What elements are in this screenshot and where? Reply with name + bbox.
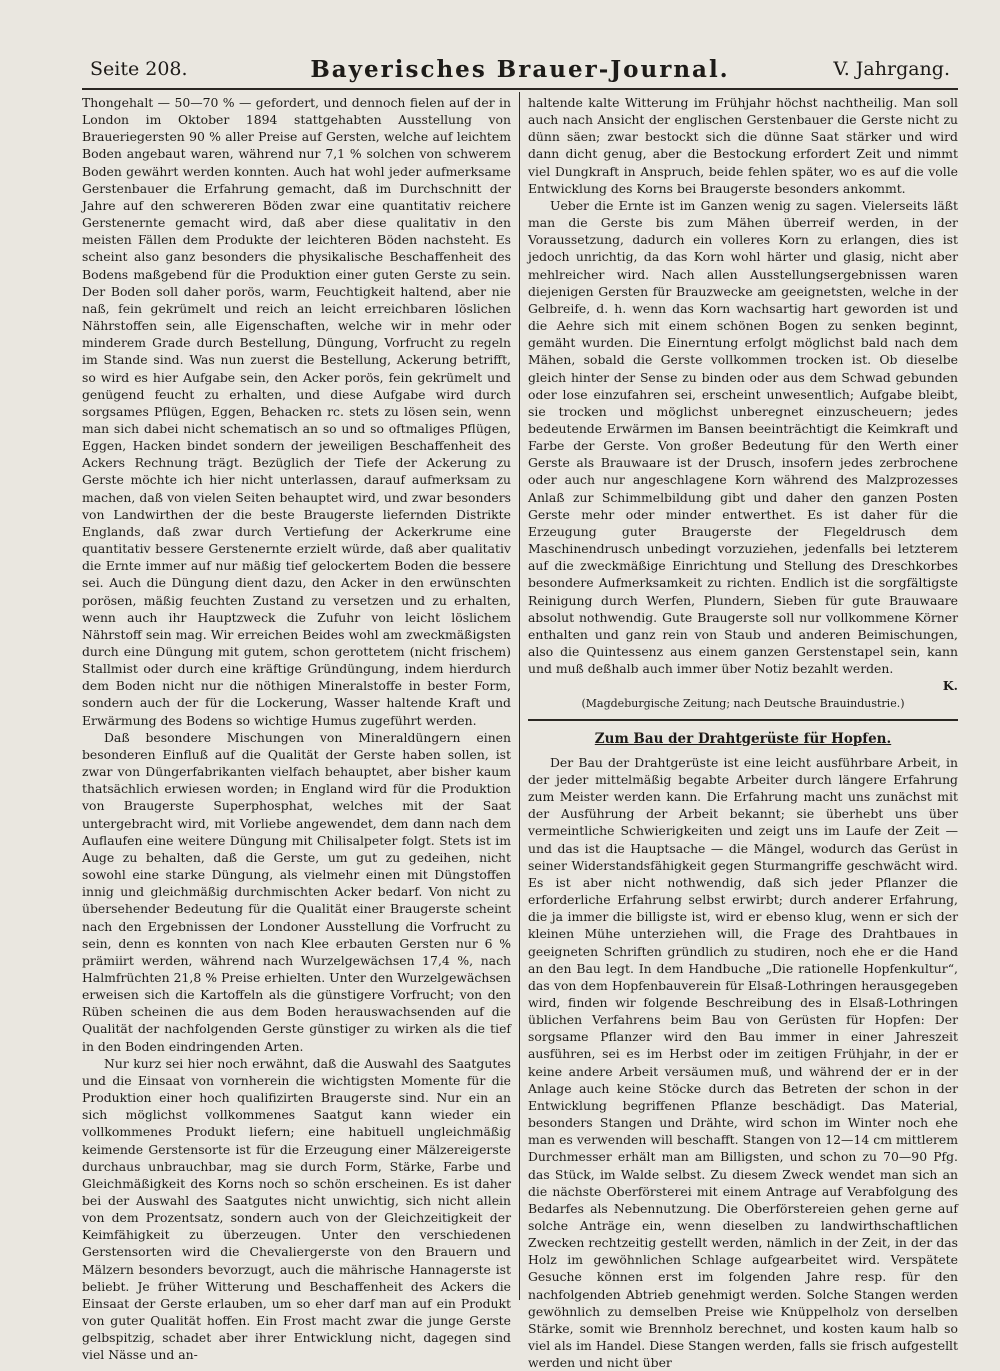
right-column — [528, 94, 958, 1371]
left-column — [82, 94, 511, 1364]
paragraph: haltende kalte Witterung im Frühjahr höchst nachtheilig. Man soll auch nach Ansicht der englischen Gerstenbauer die Gerste nicht zu dünn säen; zwar bestockt sich die dünne Saat stärker und wird dann dicht genug, aber die Bestockung erfordert Zeit und nimmt viel Dungkraft in Anspruch, beide fehlen später, wo es auf die volle Entwicklung des Korns bei Braugerste besonders ankommt. — [528, 95, 958, 196]
column-divider — [519, 92, 520, 1300]
page-header — [82, 56, 958, 86]
author-signature: K. — [942, 678, 958, 694]
paragraph: Thongehalt — 50—70 % — gefordert, und dennoch fielen auf der in London im Oktober 1894 stattgehabten Ausstellung von Braueriegersten 90 % aller Preise auf Gersten, welche auf leichtem Boden angebaut waren, während nur 7,1 % solchen von schwerem Boden gewährt werden konnten. Auch hat wohl jeder aufmerksame Gerstenbauer die Erfahrung gemacht, daß im Durchschnitt der Jahre auf den schwereren Böden zwar eine quantitativ reichere Gerstenernte gemacht wird, daß aber diese qualitativ in den meisten Fällen dem Produkte der leichteren Böden nachsteht. Es scheint also ganz besonders die physikalische Beschaffenheit des Bodens maßgebend für die Produktion einer guten Gerste zu sein. Der Boden soll daher porös, warm, Feuchtigkeit haltend, aber nie naß, fein gekrümelt und reich an leicht erreichbaren löslichen Nährstoffen sein, alle Eigenschaften, welche wir in mehr oder minderem Grade durch Bestellung, Düngung, Vorfrucht zu regeln im Stande sind. Was nun zuerst die Bestellung, Ackerung betrifft, so wird es hier Aufgabe sein, den Acker porös, fein gekrümelt und genügend feucht zu erhalten, und diese Aufgabe wird durch sorgsames Pflügen, Eggen, Behacken rc. stets zu lösen sein, wenn man sich dabei nicht schematisch an so und so oftmaliges Pflügen, Eggen, Hacken bindet sondern der jeweiligen Beschaffenheit des Ackers Rechnung trägt. Bezüglich der Tiefe der Ackerung zu Gerste möchte ich hier nicht unterlassen, darauf aufmerksam zu machen, daß von vielen Seiten behauptet wird, und zwar besonders von Landwirthen der die beste Braugerste liefernden Distrikte Englands, daß zwar durch Vertiefung der Ackerkrume eine quantitativ bessere Gerstenernte erzielt würde, daß aber qualitativ die Ernte immer auf nur mäßig tief gelockertem Boden die bessere sei. Auch die Düngung dient dazu, den Acker in den erwünschten porösen, mäßig feuchten Zustand zu versetzen und zu erhalten, wenn auch ihr Hauptzweck die Zufuhr von leicht löslichem Nährstoff sein mag. Wir erreichen Beides wohl am zweckmäßigsten durch eine Düngung mit gutem, schon gerottetem (nicht frischem) Stallmist oder durch eine kräftige Gründüngung, indem hierdurch dem Boden nicht nur die nöthigen Mineralstoffe in bester Form, sondern auch der für die Lockerung, Wasser haltende Kraft und Erwärmung des Bodens so wichtige Humus zugeführt werden. — [82, 95, 511, 728]
source-citation: (Magdeburgische Zeitung; nach Deutsche Brauindustrie.) — [581, 697, 905, 711]
paragraph: Nur kurz sei hier noch erwähnt, daß die Auswahl des Saatgutes und die Einsaat von vornherein die wichtigsten Momente für die Produktion einer hoch qualifizirten Braugerste sind. Nur ein an sich möglichst vollkommenes Saatgut kann wieder ein vollkommenes Produkt liefern; eine habituell ungleichmäßig keimende Gerstensorte ist für die Erzeugung einer Mälzereigerste durchaus unbrauchbar, mag sie durch Form, Stärke, Farbe und Gleichmäßigkeit des Korns noch so schön erscheinen. Es ist daher bei der Auswahl des Saatgutes nicht unwichtig, sich nicht allein von dem Prozentsatz, sondern auch von der Gleichzeitigkeit der Keimfähigkeit zu überzeugen. Unter den verschiedenen Gerstensorten wird die Chevaliergerste von den Brauern und Mälzern besonders bevorzugt, auch die mährische Hannagerste ist beliebt. Je früher Witterung und Beschaffenheit des Ackers die Einsaat der Gerste erlauben, um so eher darf man auf ein Produkt von guter Qualität hoffen. Ein Frost macht zwar die junge Gerste gelbspitzig, schadet aber ihrer Entwicklung nicht, dagegen sind viel Nässe und an- — [82, 1055, 511, 1363]
paragraph: Der Bau der Drahtgerüste ist eine leicht ausführbare Arbeit, in der jeder mittelmäßig begabte Arbeiter durch längere Erfahrung zum Meister werden kann. Die Erfahrung macht uns zunächst mit der Ausführung der Arbeit bekannt; sie überhebt uns über vermeintliche Schwierigkeiten und zeigt uns im Laufe der Zeit — und das ist die Hauptsache — die Mängel, wodurch das Gerüst in seiner Widerstandsfähigkeit gegen Sturmangriffe geschwächt wird. Es ist aber nicht nothwendig, daß sich jeder Pflanzer die erforderliche Erfahrung selbst erwirbt; durch anderer Erfahrung, die ja immer die billigste ist, wird er ebenso klug, wenn er sich der kleinen Mühe unterziehen will, die Frage des Drahtbaues in geeigneten Schriften gründlich zu studiren, noch ehe er die Hand an den Bau legt. In dem Handbuche „Die rationelle Hopfenkultur“, das von dem Hopfenbauverein für Elsaß-Lothringen herausgegeben wird, finden wir folgende Beschreibung des in Elsaß-Lothringen üblichen Verfahrens beim Bau von Gerüsten für Hopfen: Der sorgsame Pflanzer wird den Bau immer in einer Jahreszeit ausführen, sei es im Herbst oder im zeitigen Frühjahr, in der er keine andere Arbeit versäumen muß, und während der er in der Anlage auch keine Stöcke durch das Betreten der schon in der Entwicklung begriffenen Pflanze beschädigt. Das Material, besonders Stangen und Drähte, wird schon im Winter noch ehe man es verwenden will beschafft. Stangen von 12—14 cm mittlerem Durchmesser erhält man am Billigsten, und schon zu 70—90 Pfg. das Stück, im Walde selbst. Zu diesem Zweck wendet man sich an die nächste Oberförsterei mit einem Antrage auf Verabfolgung des Bedarfes als Nebennutzung. Die Oberförstereien gehen gerne auf solche Anträge ein, wenn dieselben zu landwirthschaftlichen Zwecken rechtzeitig gestellt werden, nämlich in der Zeit, in der das Holz im gewöhnlichen Schlage aufgearbeitet wird. Verspätete Gesuche können erst im folgenden Jahre resp. für den nachfolgenden Abtrieb genehmigt werden. Solche Stangen werden gewöhnlich zu demselben Preise wie Knüppelholz von derselben Stärke, somit wie Brennholz berechnet, und kosten kaum halb so viel als im Handel. Diese Stangen werden, falls sie frisch aufgestellt werden und nicht über — [528, 754, 958, 1371]
page-number: Seite 208. — [90, 58, 188, 80]
article-separator — [528, 719, 958, 721]
article-title: Zum Bau der Drahtgerüste für Hopfen. — [594, 730, 892, 747]
volume-label: V. Jahrgang. — [833, 58, 950, 80]
header-rule — [82, 88, 958, 90]
journal-title: Bayerisches Brauer-Journal. — [310, 56, 730, 83]
paragraph: Ueber die Ernte ist im Ganzen wenig zu sagen. Vielerseits läßt man die Gerste bis zum Mähen überreif werden, in der Voraussetzung, dadurch ein volleres Korn zu erlangen, dies ist jedoch unrichtig, da das Korn wohl härter und glasig, nicht aber mehlreicher wird. Nach allen Ausstellungsergebnissen waren diejenigen Gersten für Brauzwecke am geeignetsten, welche in der Gelbreife, d. h. wenn das Korn wachsartig hart geworden ist und die Aehre sich mit einem schönen Bogen zu senken beginnt, gemäht wurden. Die Einerntung erfolgt möglichst bald nach dem Mähen, sobald die Gerste vollkommen trocken ist. Ob dieselbe gleich hinter der Sense zu binden oder aus dem Schwad gebunden oder lose einzufahren sei, erscheint unwesentlich; Aufgabe bleibt, sie trocken und möglichst unberegnet einzuscheuern; jedes bedeutende Erwärmen im Bansen beeinträchtigt die Keimkraft und Farbe der Gerste. Von großer Bedeutung für den Werth einer Gerste als Brauwaare ist der Drusch, insofern jedes zerbrochene oder auch nur angeschlagene Korn während des Malzprozesses Anlaß zur Schimmelbildung gibt und daher den ganzen Posten Gerste mehr oder minder entwerthet. Es ist daher für die Erzeugung guter Braugerste der Flegeldrusch dem Maschinendrusch unbedingt vorzuziehen, jedenfalls bei letzterem auf die zweckmäßige Einrichtung und Stellung des Dreschkorbes besondere Aufmerksamkeit zu richten. Endlich ist die sorgfältigste Reinigung durch Werfen, Plundern, Sieben für gute Brauwaare absolut nothwendig. Gute Braugerste soll nur vollkommene Körner enthalten und ganz rein von Staub und anderen Beimischungen, also die Quintessenz aus einem ganzen Gerstenstapel sein, kann und muß deßhalb auch immer über Notiz bezahlt werden. — [528, 197, 958, 677]
paragraph: Daß besondere Mischungen von Mineraldüngern einen besonderen Einfluß auf die Qualität der Gerste haben sollen, ist zwar von Düngerfabrikanten vielfach behauptet, aber bisher kaum thatsächlich erwiesen worden; in England wird für die Produktion von Braugerste Superphosphat, welches mit der Saat untergebracht wird, mit Vorliebe angewendet, dem dann nach dem Auflaufen eine weitere Düngung mit Chilisalpeter folgt. Stets ist im Auge zu behalten, daß die Gerste, um gut zu gedeihen, nicht sowohl eine starke Düngung, als vielmehr einen mit Düngstoffen innig und gleichmäßig durchmischten Acker bedarf. Von nicht zu übersehender Bedeutung für die Qualität einer Braugerste scheint nach den Ergebnissen der Londoner Ausstellung die Vorfrucht zu sein, denn es konnten von nach Klee erbauten Gersten nur 6 % prämiirt werden, während nach Wurzelgewächsen 17,4 %, nach Halmfrüchten 21,8 % Preise erhielten. Unter den Wurzelgewächsen erweisen sich die Kartoffeln als die günstigere Vorfrucht; von den Rüben scheinen die aus dem Boden herauswachsenden auf die Qualität der nachfolgenden Gerste günstiger zu wirken als die tief in den Boden eindringenden Arten. — [82, 729, 511, 1054]
